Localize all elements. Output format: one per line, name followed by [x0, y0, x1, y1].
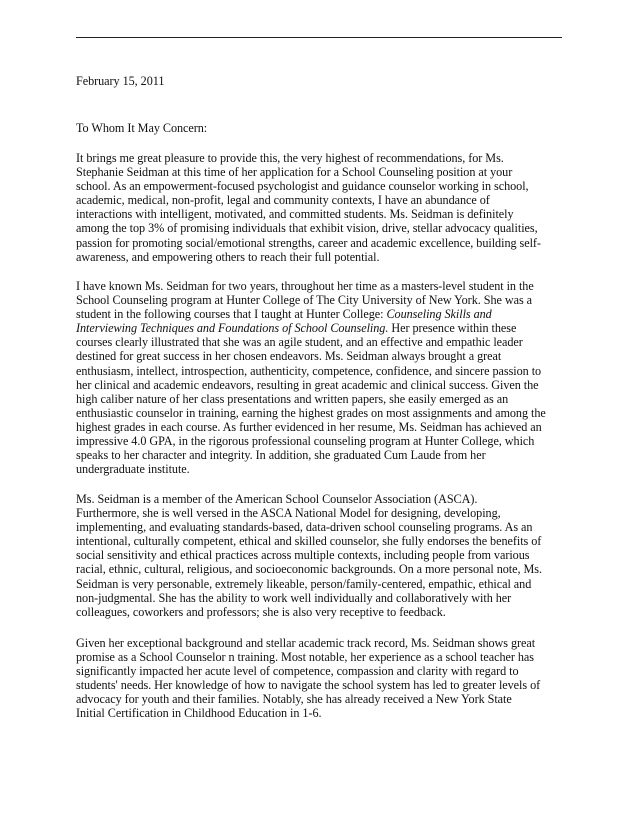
paragraph-line: courses clearly illustrated that she was an agile student, and an effective and empathic leader: [76, 335, 523, 350]
paragraph-line: It brings me great pleasure to provide this, the very highest of recommendations, for Ms.: [76, 151, 504, 165]
paragraph-recommendation-summary: [76, 636, 540, 721]
paragraph-introduction: [76, 151, 541, 264]
paragraph-professional-qualities: [76, 492, 542, 619]
paragraph-line: [76, 307, 546, 321]
paragraph-line: speaks to her character and integrity. In addition, she graduated Cum Laude from her: [76, 448, 486, 463]
paragraph-line: enthusiastic counselor in training, earning the highest grades on most assignments and among the: [76, 405, 546, 420]
letterhead-divider: [76, 37, 562, 38]
paragraph-line: students' needs. Her knowledge of how to navigate the school system has led to greater levels of: [76, 678, 541, 693]
course-title: Interviewing Techniques and Foundations of School Counseling.: [76, 321, 389, 336]
paragraph-line: highest grades in each course. As further evidenced in her resume, Ms. Seidman has achieved an: [76, 419, 542, 434]
paragraph-line: Seidman is very personable, extremely likeable, person/family-centered, empathic, ethical and: [76, 576, 532, 591]
paragraph-line: intentional, culturally competent, ethical and skilled counselor, she fully endorses the benefits of: [76, 534, 542, 549]
paragraph-line: promise as a School Counselor n training. Most notable, her experience as a school teacher has: [76, 650, 534, 665]
letter-salutation: [76, 121, 207, 135]
paragraph-line: Furthermore, she is well versed in the ASCA National Model for designing, developing,: [76, 506, 501, 521]
paragraph-line: non-judgmental. She has the ability to work well individually and collaboratively with her: [76, 590, 512, 605]
letter-date: [76, 74, 164, 88]
paragraph-line: academic, medical, non-profit, legal and community contexts, I have an abundance of: [76, 193, 490, 208]
course-title: Counseling Skills and: [386, 307, 492, 322]
paragraph-line: significantly impacted her acute level of competence, compassion and clarity with regard to: [76, 664, 519, 679]
paragraph-line: high caliber nature of her class presentations and written papers, she easily emerged as an: [76, 391, 509, 406]
paragraph-line: Given her exceptional background and stellar academic track record, Ms. Seidman shows great: [76, 636, 536, 650]
paragraph-academic-history: [76, 279, 546, 476]
paragraph-line: School Counseling program at Hunter College of The City University of New York. She was a: [76, 293, 533, 308]
salutation-line: To Whom It May Concern:: [76, 121, 208, 135]
paragraph-line: social sensitivity and ethical practices across multiple contexts, including people from various: [76, 548, 530, 563]
paragraph-line: undergraduate institute.: [76, 462, 190, 477]
paragraph-line: interactions with intelligent, motivated, and committed students. Ms. Seidman is definitely: [76, 207, 514, 222]
paragraph-line: awareness, and empowering others to reach their full potential.: [76, 249, 380, 264]
paragraph-line: I have known Ms. Seidman for two years, throughout her time as a masters-level student in the: [76, 279, 534, 293]
paragraph-line: implementing, and evaluating standards-based, data-driven school counseling programs. As an: [76, 520, 533, 535]
paragraph-line: advocacy for youth and their families. Notably, she has already received a New York State: [76, 692, 512, 707]
paragraph-line: [76, 321, 546, 335]
paragraph-line: passion for promoting social/emotional strengths, career and academic excellence, building self-: [76, 235, 541, 250]
paragraph-line: enthusiasm, intellect, introspection, authenticity, competence, confidence, and sincere passion to: [76, 363, 542, 378]
date-line: February 15, 2011: [76, 74, 165, 88]
paragraph-line: school. As an empowerment-focused psychologist and guidance counselor working in school,: [76, 179, 529, 194]
paragraph-line: Ms. Seidman is a member of the American School Counselor Association (ASCA).: [76, 492, 478, 506]
paragraph-line: colleagues, coworkers and professors; she is also very receptive to feedback.: [76, 604, 446, 619]
paragraph-line: Initial Certification in Childhood Education in 1-6.: [76, 706, 322, 721]
paragraph-line: racial, ethnic, cultural, religious, and socioeconomic backgrounds. On a more personal note, Ms.: [76, 562, 542, 577]
paragraph-line: impressive 4.0 GPA, in the rigorous professional counseling program at Hunter College, which: [76, 434, 535, 449]
paragraph-line: destined for great success in her chosen endeavors. Ms. Seidman always brought a great: [76, 349, 502, 364]
paragraph-line: among the top 3% of promising individuals that exhibit vision, drive, stellar advocacy qualities,: [76, 221, 538, 236]
paragraph-line: Stephanie Seidman at this time of her application for a School Counseling position at your: [76, 165, 513, 180]
paragraph-text: Her presence within these: [388, 321, 517, 336]
paragraph-line: her clinical and academic endeavors, resulting in great academic and clinical success. Given the: [76, 377, 539, 392]
paragraph-text: student in the following courses that I taught at Hunter College:: [76, 307, 387, 322]
